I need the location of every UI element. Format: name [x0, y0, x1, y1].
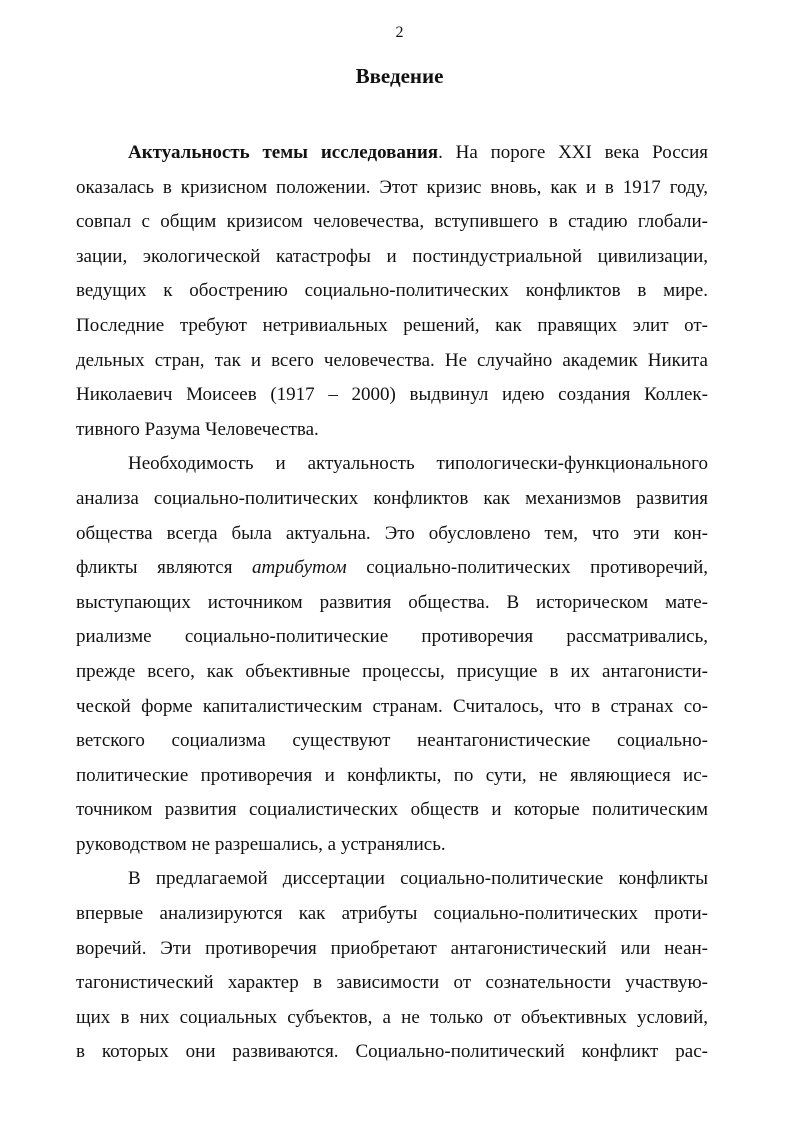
text-line: прежде всего, как объективные процессы, присущие в их антагонисти-: [76, 660, 708, 682]
text-line: впервые анализируются как атрибуты социально-политических проти-: [76, 903, 708, 925]
paragraph-necessity: [76, 447, 708, 862]
document-body: [76, 136, 708, 1070]
text-line: общества всегда была актуальна. Это обусловлено тем, что эти кон-: [76, 522, 708, 544]
text-run: . На пороге XXI века Россия: [438, 142, 709, 163]
text-line: в которых они развиваются. Социально-политический конфликт рас-: [76, 1041, 708, 1063]
text-line: Николаевич Моисеев (1917 – 2000) выдвинул идею создания Коллек-: [76, 384, 708, 406]
page-number: 2: [395, 24, 404, 41]
text-line: тагонистический характер в зависимости от сознательности участвую-: [76, 972, 708, 994]
text-line: [76, 136, 708, 171]
text-line: тивного Разума Человечества.: [76, 418, 319, 440]
text-line: точником развития социалистических обществ и которые политическим: [76, 799, 708, 821]
text-line: руководством не разрешались, а устранялись.: [76, 833, 446, 855]
text-line: В предлагаемой диссертации социально-политические конфликты: [128, 868, 708, 890]
text-line: ведущих к обострению социально-политических конфликтов в мире.: [76, 280, 708, 302]
paragraph-relevance: [76, 136, 708, 447]
section-heading: Введение: [355, 64, 444, 88]
text-line: Необходимость и актуальность типологически-функционального: [128, 453, 708, 475]
text-run: фликты являются: [76, 557, 253, 579]
text-line: ветского социализма существуют неантагонистические социально-: [76, 730, 708, 752]
text-line: зации, экологической катастрофы и постиндустриальной цивилизации,: [76, 245, 708, 267]
text-run: социально-политических противоречий,: [346, 557, 708, 579]
text-line: политические противоречия и конфликты, по сути, не являющиеся ис-: [76, 764, 708, 786]
italic-term: атрибутом: [252, 557, 347, 579]
text-line: совпал с общим кризисом человечества, вступившего в стадию глобали-: [76, 211, 708, 233]
bold-lead-phrase: Актуальность темы исследования: [128, 142, 439, 163]
text-line: ческой форме капиталистическим странам. Считалось, что в странах со-: [76, 695, 708, 717]
text-line: [76, 551, 708, 586]
text-line: оказалась в кризисном положении. Этот кризис вновь, как и в 1917 году,: [76, 176, 708, 198]
text-line: анализа социально-политических конфликтов как механизмов развития: [76, 487, 708, 509]
text-line: выступающих источником развития общества. В историческом мате-: [76, 591, 708, 613]
paragraph-dissertation: [76, 862, 708, 1070]
text-line: щих в них социальных субъектов, а не только от объективных условий,: [76, 1006, 708, 1028]
text-line: дельных стран, так и всего человечества. Не случайно академик Никита: [76, 349, 708, 371]
text-line: Последние требуют нетривиальных решений, как правящих элит от-: [76, 314, 708, 336]
text-line: риализме социально-политические противоречия рассматривались,: [76, 626, 708, 648]
text-line: воречий. Эти противоречия приобретают антагонистический или неан-: [76, 937, 708, 959]
